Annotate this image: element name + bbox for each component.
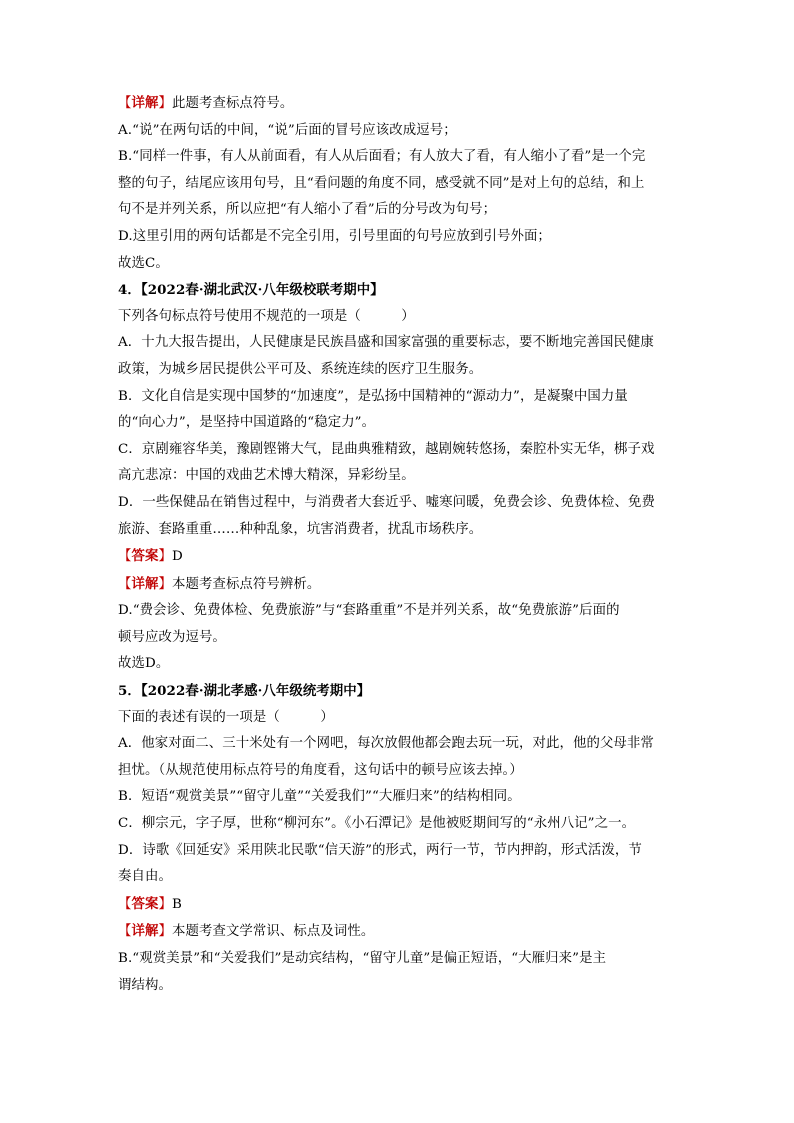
option-line: 的“向心力”，是坚持中国道路的“稳定力”。 (118, 415, 376, 431)
question-prompt: 下列各句标点符号使用不规范的一项是（ ） (118, 308, 415, 324)
explanation-line: 句不是并列关系，所以应把“有人缩小了看”后的分号改为句号； (118, 202, 497, 218)
answer-line (118, 547, 678, 566)
answer-value: D (171, 549, 183, 565)
explanation-line: B.“观赏美景”和“关爱我们”是动宾结构，“留守儿童”是偏正短语，“大雁归来”是主 (118, 951, 607, 966)
explanation-line: 谓结构。 (118, 977, 172, 993)
option-line: C．京剧雍容华美，豫剧铿锵大气，昆曲典雅精致，越剧婉转悠扬，秦腔朴实无华，梆子戏 (118, 441, 655, 457)
explanation-line: 顿号应改为逗号。 (118, 629, 226, 645)
option-line: A．十九大报告提出，人民健康是民族昌盛和国家富强的重要标志，要不断地完善国民健康 (118, 335, 654, 351)
option-line: B．短语“观赏美景”“留守儿童”“关爱我们”“大雁归来”的结构相同。 (118, 789, 521, 805)
explanation-line: 整的句子，结尾应该用句号，且“看问题的角度不同，感受就不同”是对上句的总结，和上 (118, 175, 645, 191)
answer-tag: 【答案】 (118, 548, 172, 565)
document-page (118, 94, 678, 1003)
conclusion-line: 故选D。 (118, 656, 170, 672)
question-heading: 4．【2022春·湖北武汉·八年级校联考期中】 (118, 282, 384, 299)
option-line: 高亢悲凉：中国的戏曲艺术博大精深，异彩纷呈。 (118, 468, 415, 484)
explanation-line: B.“同样一件事，有人从前面看，有人从后面看；有人放大了看，有人缩小了看”是一个完 (118, 149, 646, 165)
option-line: A．他家对面二、三十米处有一个网吧，每次放假他都会跑去玩一玩，对此，他的父母非常 (118, 736, 654, 752)
detail-tag: 【详解】 (118, 923, 172, 940)
option-line: 担忧。（从规范使用标点符号的角度看，这句话中的顿号应该去掉。） (118, 762, 523, 778)
option-line: 政策，为城乡居民提供公平可及、系统连续的医疗卫生服务。 (118, 361, 483, 377)
option-line: 旅游、套路重重……种种乱象，坑害消费者，扰乱市场秩序。 (118, 521, 483, 537)
option-line: D．一些保健品在销售过程中，与消费者大套近乎、嘘寒问暖，免费会诊、免费体检、免费 (118, 494, 655, 510)
detail-tag: 【详解】 (118, 95, 172, 111)
option-line: B．文化自信是实现中国梦的“加速度”，是弘扬中国精神的“源动力”，是凝聚中国力量 (118, 388, 628, 404)
option-line: 奏自由。 (118, 869, 172, 885)
explanation-line: D.“费会诊、免费体检、免费旅游”与“套路重重”不是并列关系，故“免费旅游”后面的 (118, 603, 620, 619)
explanation-line: A.“说”在两句话的中间，“说”后面的冒号应该改成逗号； (118, 122, 457, 138)
detail-tag: 【详解】 (118, 575, 172, 592)
explanation-line: D.这里引用的两句话都是不完全引用，引号里面的句号应放到引号外面； (118, 228, 551, 244)
question-prompt: 下面的表述有误的一项是（ ） (118, 709, 334, 725)
detail-line: 【详解】本题考查文学常识、标点及词性。 (118, 923, 375, 940)
question-heading: 5．【2022春·湖北孝感·八年级统考期中】 (118, 683, 371, 700)
conclusion-line: 故选C。 (118, 255, 169, 271)
answer-value: B (171, 896, 182, 912)
option-line: D．诗歌《回延安》采用陕北民歌“信天游”的形式，两行一节，节内押韵，形式活泼，节 (118, 842, 642, 858)
detail-line: 【详解】此题考查标点符号。 (118, 95, 294, 111)
option-line: C．柳宗元，字子厚，世称“柳河东”。《小石潭记》是他被贬期间写的“永州八记”之一。 (118, 816, 636, 832)
answer-tag: 【答案】 (118, 895, 172, 912)
answer-line (118, 895, 678, 914)
detail-line: 【详解】本题考查标点符号辨析。 (118, 575, 321, 592)
